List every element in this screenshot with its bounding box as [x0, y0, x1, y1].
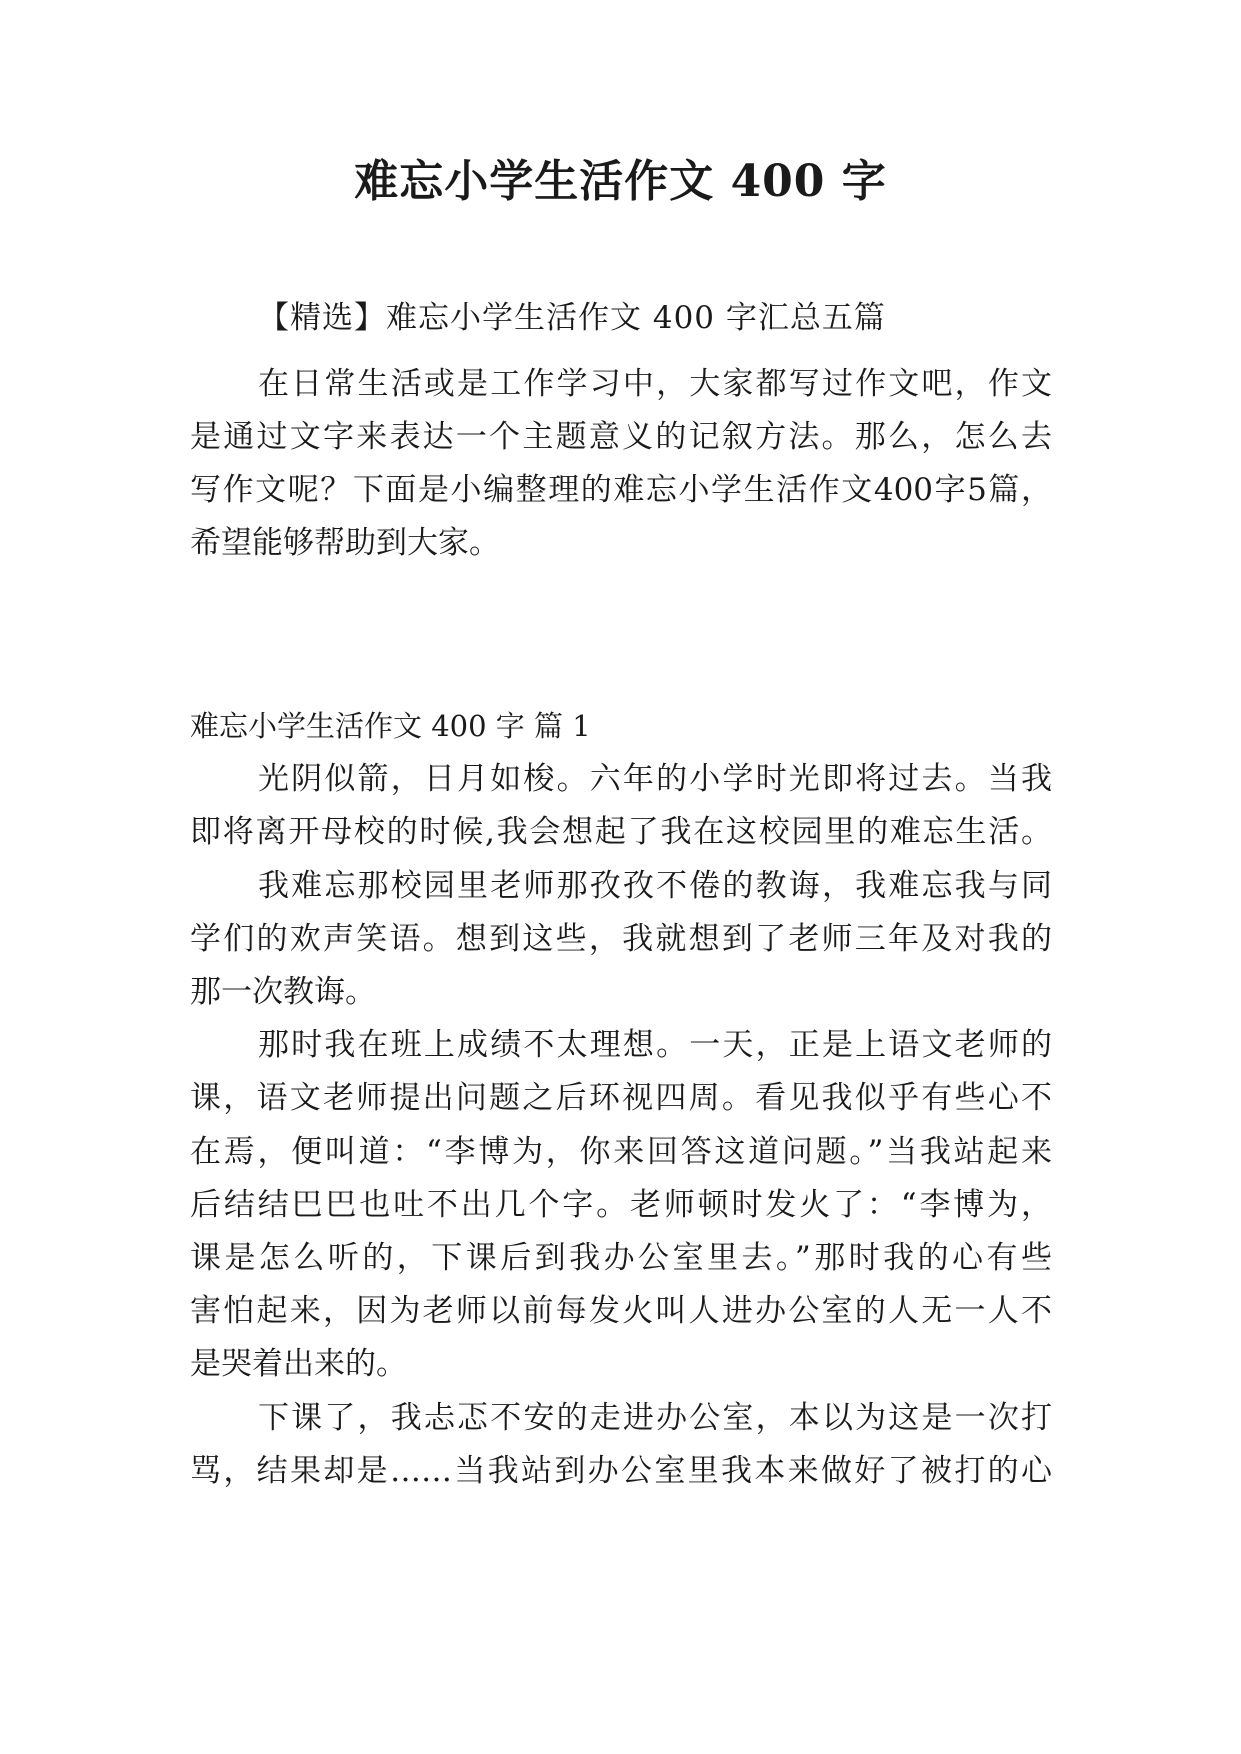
document-subtitle: 【精选】难忘小学生活作文 400 字汇总五篇: [258, 300, 886, 336]
body-line-8: 在焉，便叫道：“李博为，你来回答这道问题。”当我站起来: [190, 1134, 1052, 1170]
document-title: 难忘小学生活作文 400 字: [354, 156, 887, 207]
body-line-10: 课是怎么听的，下课后到我办公室里去。”那时我的心有些: [190, 1240, 1052, 1276]
body-line-7: 课，语文老师提出问题之后环视四周。看见我似乎有些心不: [190, 1080, 1052, 1116]
intro-line-3: 写作文呢？下面是小编整理的难忘小学生活作文400字5篇，: [190, 472, 1052, 508]
body-line-12: 是哭着出来的。: [190, 1346, 407, 1382]
body-line-6: 那时我在班上成绩不太理想。一天，正是上语文老师的: [258, 1027, 1052, 1063]
intro-line-1: 在日常生活或是工作学习中，大家都写过作文吧，作文: [258, 366, 1052, 402]
body-line-3: 我难忘那校园里老师那孜孜不倦的教诲，我难忘我与同: [258, 868, 1052, 904]
intro-line-4: 希望能够帮助到大家。: [190, 525, 500, 561]
intro-line-2: 是通过文字来表达一个主题意义的记叙方法。那么，怎么去: [190, 419, 1052, 455]
body-line-14: 骂，结果却是……当我站到办公室里我本来做好了被打的心: [190, 1453, 1052, 1489]
body-line-4: 学们的欢声笑语。想到这些，我就想到了老师三年及对我的: [190, 921, 1052, 957]
body-line-9: 后结结巴巴也吐不出几个字。老师顿时发火了：“李博为，: [190, 1187, 1052, 1223]
body-line-5: 那一次教诲。: [190, 974, 376, 1010]
section-heading: 难忘小学生活作文 400 字 篇 1: [190, 709, 591, 743]
body-line-13: 下课了，我忐忑不安的走进办公室，本以为这是一次打: [258, 1400, 1052, 1436]
body-line-11: 害怕起来，因为老师以前每发火叫人进办公室的人无一人不: [190, 1293, 1052, 1329]
body-line-1: 光阴似箭，日月如梭。六年的小学时光即将过去。当我: [258, 761, 1052, 797]
body-line-2: 即将离开母校的时候,我会想起了我在这校园里的难忘生活。: [190, 814, 1052, 850]
